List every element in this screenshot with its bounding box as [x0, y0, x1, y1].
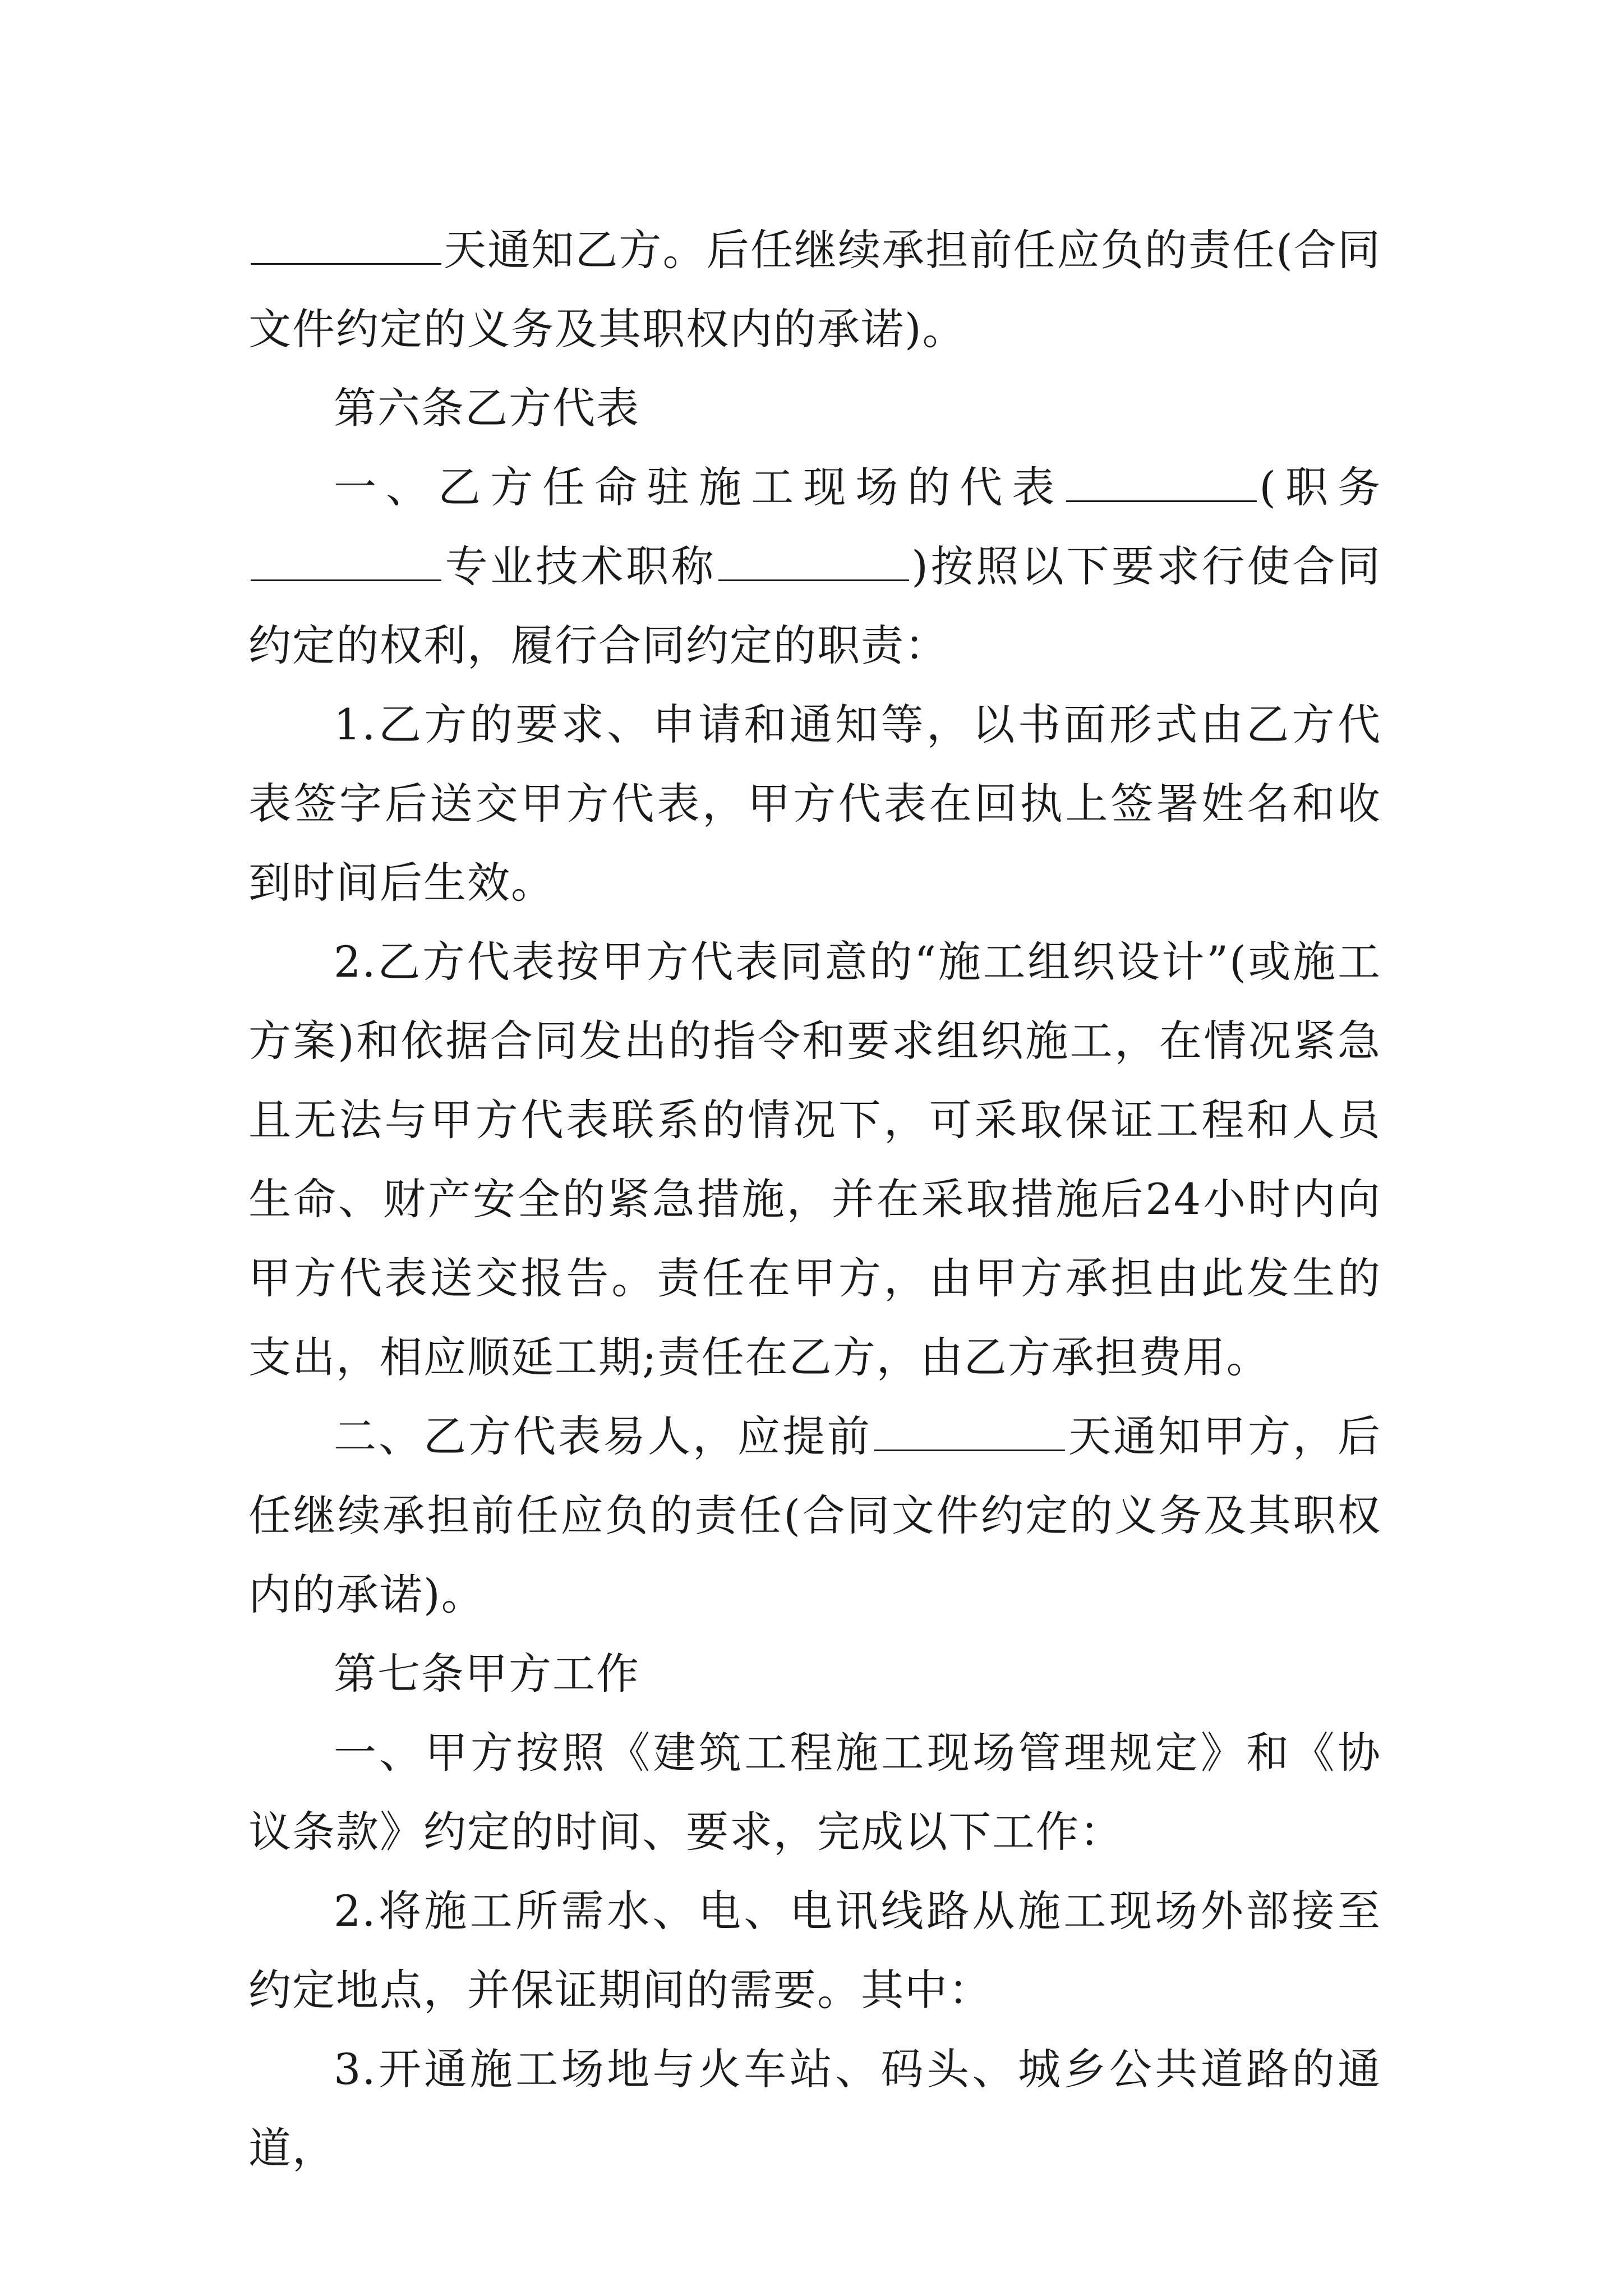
paragraph-representative-appointment: [248, 448, 1381, 685]
paragraph-item-access-roads: 3.开通施工场地与火车站、码头、城乡公共道路的通道，: [248, 2044, 1381, 2173]
paragraph-text: 专业技术职称: [444, 541, 717, 591]
paragraph-text: 一、乙方任命驻施工现场的代表: [334, 462, 1064, 512]
paragraph-text: 二、乙方代表易人，应提前: [334, 1411, 872, 1461]
fill-in-blank: [718, 545, 909, 581]
paragraph-text: (职务: [1259, 462, 1382, 512]
paragraph-party-a-duties: 一、甲方按照《建筑工程施工现场管理规定》和《协议条款》约定的时间、要求，完成以下工作：: [248, 1728, 1381, 1857]
fill-in-blank: [251, 545, 441, 581]
fill-in-blank: [1066, 466, 1257, 502]
paragraph-continuation: [248, 210, 1381, 369]
paragraph-text: )按照以下要求行使合同约定的权利，履行合同约定的职责：: [248, 541, 1382, 670]
paragraph-representative-change: [248, 1397, 1381, 1634]
paragraph-text: 天通知甲方，后任继续承担前任应负的责任(合同文件约定的义务及其职权内的承诺)。: [248, 1411, 1381, 1619]
paragraph-item-1: 1.乙方的要求、申请和通知等，以书面形式由乙方代表签字后送交甲方代表，甲方代表在回执上签署姓名和收到时间后生效。: [248, 700, 1381, 908]
fill-in-blank: [874, 1415, 1065, 1451]
paragraph-item-utilities: 2.将施工所需水、电、电讯线路从施工现场外部接至约定地点，并保证期间的需要。其中：: [248, 1886, 1381, 2015]
fill-in-blank: [251, 228, 441, 265]
document-body: [248, 210, 1381, 2188]
article-heading-7: 第七条甲方工作: [334, 1649, 640, 1699]
paragraph-item-2: 2.乙方代表按甲方代表同意的“施工组织设计”(或施工方案)和依据合同发出的指令和要求组织施工，在情况紧急且无法与甲方代表联系的情况下，可采取保证工程和人员生命、财产安全的紧急措施，并在采取措施后24小时内向甲方代表送交报告。责任在甲方，由甲方承担由此发生的支出，相应顺延工期;责任在乙方，由乙方承担费用。: [248, 937, 1381, 1382]
paragraph-text: 天通知乙方。后任继续承担前任应负的责任(合同文件约定的义务及其职权内的承诺)。: [248, 225, 1381, 354]
article-heading-6: 第六条乙方代表: [334, 383, 640, 433]
